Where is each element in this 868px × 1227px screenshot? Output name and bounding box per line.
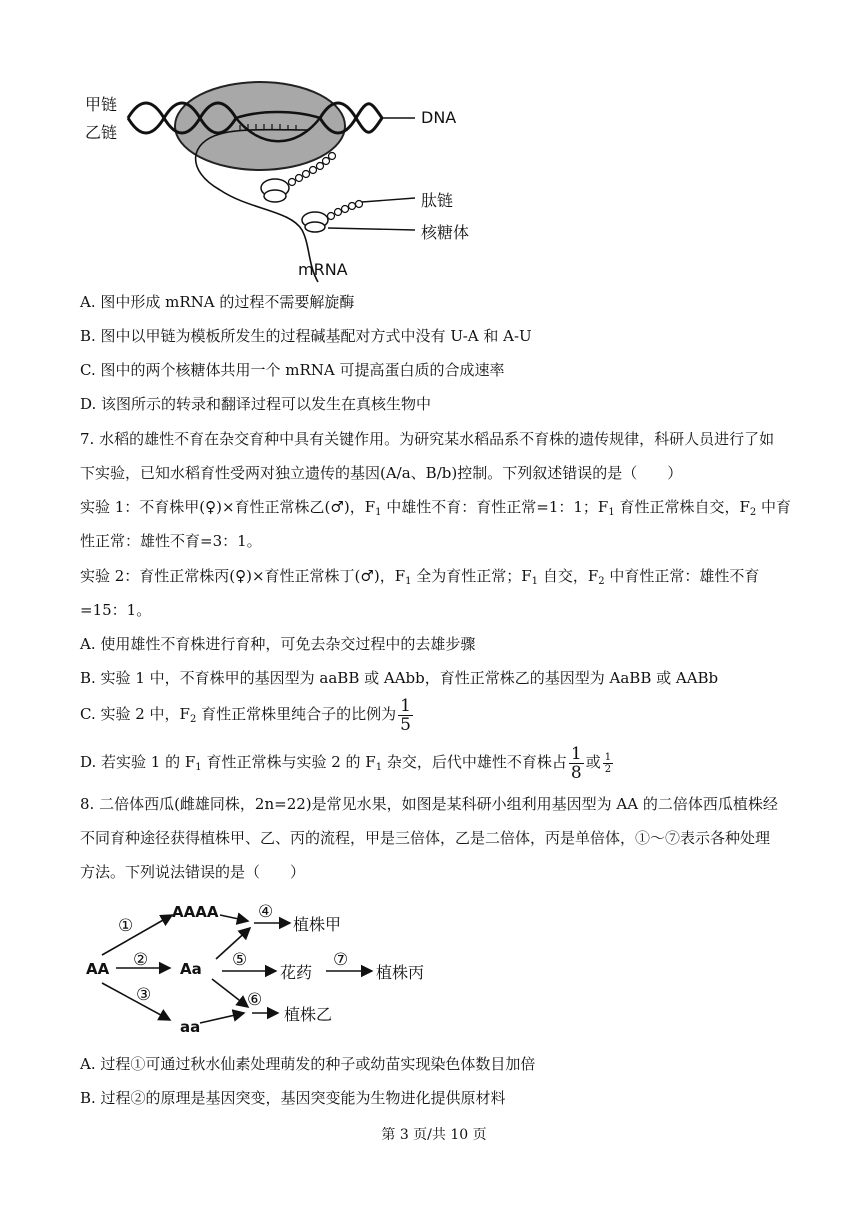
q7-option-d: D. 若实验 1 的 $F_1$ 育性正常株与实验 2 的 $F_1$ 杂交，后代中雄性不育株占 $\frac{1}{8}$ 或 $\frac{1}{2}$: [80, 743, 612, 783]
ribosome-1: [261, 179, 289, 202]
page-number: 第 3 页/共 10 页: [381, 1127, 487, 1143]
transcription-bubble: [175, 82, 345, 170]
mrna-label: mRNA: [298, 260, 348, 279]
arrow-6b: [200, 1013, 244, 1023]
ribosome-label: 核糖体: [421, 223, 470, 242]
transcription-translation-figure: [70, 70, 490, 285]
q7-experiment2: 实验 2：育性正常株丙(♀)×育性正常株丁(♂)，$F_1$ 全为育性正常；$F_1$ 自交，$F_2$ 中育性正常：雄性不育: [80, 567, 760, 587]
q7-stem-line1: 7. 水稻的雄性不育在杂交育种中具有关键作用。为研究某水稻品系不育株的遗传规律，科研人员进行了如: [80, 430, 775, 448]
q6-option-c: C. 图中的两个核糖体共用一个 mRNA 可提高蛋白质的合成速率: [80, 361, 505, 379]
fraction-one-fifth: $\frac{1}{5}$: [400, 695, 411, 735]
genotype-AA: AA: [86, 960, 110, 978]
q7-experiment1: 实验 1：不育株甲(♀)×育性正常株乙(♂)，$F_1$ 中雄性不育：育性正常=1：1；$F_1$ 育性正常株自交，$F_2$ 中育: [80, 498, 792, 518]
ribosome-leader-line: [328, 228, 415, 230]
arrow-4a: [220, 915, 248, 921]
q6-option-a: A. 图中形成 mRNA 的过程不需要解旋酶: [80, 293, 355, 311]
q8-stem-line3: 方法。下列说法错误的是（ ）: [80, 863, 306, 881]
plant-b-label: 植株乙: [284, 1005, 333, 1024]
peptide-chain-2: [328, 201, 363, 220]
dna-label: DNA: [421, 108, 457, 127]
fraction-one-half: $\frac{1}{2}$: [604, 751, 612, 775]
q8-option-a: A. 过程①可通过秋水仙素处理萌发的种子或幼苗实现染色体数目加倍: [80, 1055, 536, 1073]
step-3: ③: [136, 985, 152, 1005]
ribosome-2: [302, 212, 328, 232]
plant-c-label: 植株丙: [376, 963, 425, 982]
q7-experiment2-line2: =15：1。: [80, 601, 152, 619]
q7-stem-line2: 下实验，已知水稻育性受两对独立遗传的基因(A/a、B/b)控制。下列叙述错误的是（ ）: [80, 464, 683, 482]
peptide-leader-line: [362, 198, 415, 202]
q8-stem-line1: 8. 二倍体西瓜(雌雄同株，2n=22)是常见水果，如图是某科研小组利用基因型为 AA 的二倍体西瓜植株经: [80, 795, 778, 813]
q7-experiment1-line2: 性正常：雄性不育=3：1。: [80, 532, 262, 550]
step-7: ⑦: [333, 950, 349, 970]
genotype-aa: aa: [180, 1018, 201, 1036]
chain-b-label: 乙链: [85, 123, 118, 142]
fraction-one-eighth: $\frac{1}{8}$: [570, 743, 582, 783]
q8-option-b: B. 过程②的原理是基因突变，基因突变能为生物进化提供原材料: [80, 1089, 506, 1107]
step-5: ⑤: [232, 950, 248, 970]
q6-option-d: D. 该图所示的转录和翻译过程可以发生在真核生物中: [80, 395, 432, 413]
step-2: ②: [133, 950, 149, 970]
anther-label: 花药: [280, 963, 313, 982]
step-1: ①: [118, 916, 134, 936]
q7-option-b: B. 实验 1 中，不育株甲的基因型为 aaBB 或 AAbb，育性正常株乙的基因型为 AaBB 或 AABb: [80, 669, 719, 687]
peptide-label: 肽链: [421, 191, 454, 210]
genotype-AAAA: AAAA: [172, 903, 219, 921]
q7-option-a: A. 使用雄性不育株进行育种，可免去杂交过程中的去雄步骤: [80, 635, 476, 653]
plant-a-label: 植株甲: [293, 915, 342, 934]
q8-stem-line2: 不同育种途径获得植株甲、乙、丙的流程，甲是三倍体，乙是二倍体，丙是单倍体，①～⑦表示各种处理: [80, 829, 771, 847]
q6-option-b: B. 图中以甲链为模板所发生的过程碱基配对方式中没有 U-A 和 A-U: [80, 327, 532, 345]
arrow-6a: [212, 979, 248, 1007]
step-6: ⑥: [247, 990, 263, 1010]
arrow-1: [102, 915, 172, 955]
q7-option-c: C. 实验 2 中，$F_2$ 育性正常株里纯合子的比例为 $\frac{1}{5}$: [80, 695, 411, 735]
chain-a-label: 甲链: [85, 95, 118, 114]
step-4: ④: [258, 902, 274, 922]
genotype-Aa: Aa: [180, 960, 202, 978]
